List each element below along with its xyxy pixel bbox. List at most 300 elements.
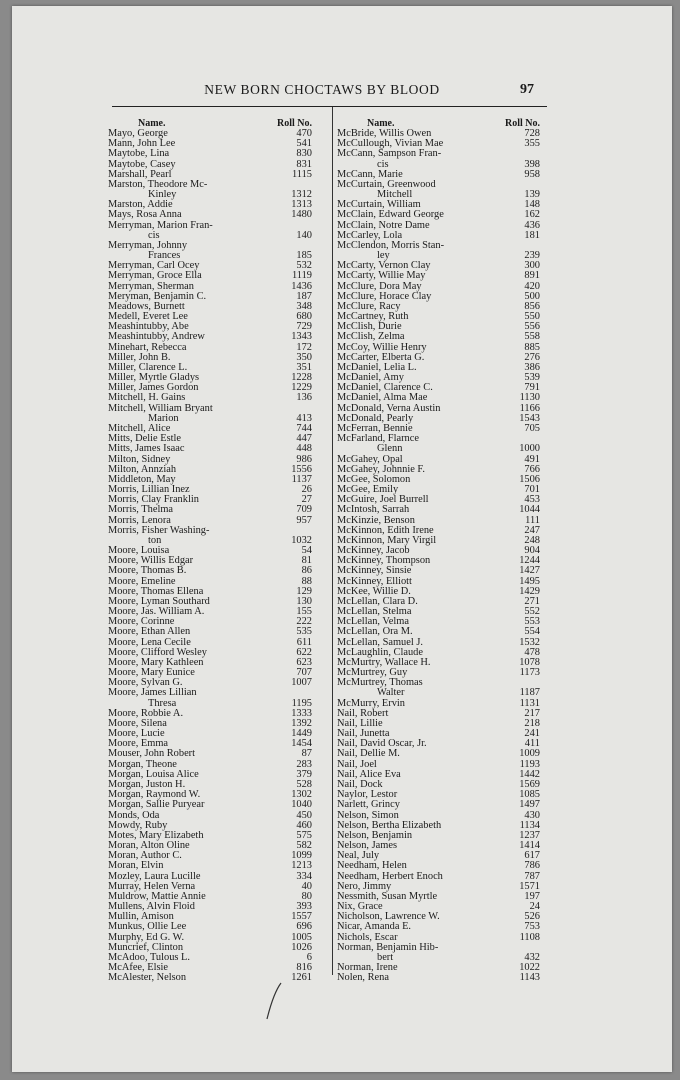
entry-roll-number: 709 bbox=[296, 504, 312, 516]
entry-name: McMurtry, Wallace H. bbox=[337, 656, 431, 668]
entry-name: McLellan, Ora M. bbox=[337, 626, 413, 638]
entry-roll-number: 430 bbox=[524, 809, 540, 821]
entry-name: Needham, Helen bbox=[337, 860, 407, 872]
entry-name: McKinney, Jacob bbox=[337, 545, 410, 557]
entry-name: McCarty, Willie May bbox=[337, 270, 426, 282]
entry-name: McCurtain, Greenwood bbox=[337, 178, 436, 190]
entry-roll-number: 553 bbox=[524, 616, 540, 628]
entry-roll-number: 398 bbox=[524, 158, 540, 170]
entry-name: Moore, Mary Kathleen bbox=[108, 656, 204, 668]
entry-roll-number: 816 bbox=[296, 962, 312, 974]
entry-row bbox=[108, 241, 312, 251]
entry-name: Nero, Jimmy bbox=[337, 880, 392, 892]
entry-name: McGee, Emily bbox=[337, 484, 399, 496]
entry-roll-number: 1173 bbox=[519, 667, 540, 679]
entry-roll-number: 447 bbox=[296, 433, 312, 445]
entry-roll-number: 6 bbox=[306, 951, 312, 963]
entry-roll-number: 1007 bbox=[291, 677, 312, 689]
entry-name: Moore, Emma bbox=[108, 738, 169, 750]
entry-roll-number: 351 bbox=[296, 361, 312, 373]
entry-row bbox=[337, 678, 540, 688]
entry-name: Moore, Louisa bbox=[108, 545, 170, 557]
entry-name: Moore, Emeline bbox=[108, 575, 176, 587]
entry-roll-number: 355 bbox=[524, 138, 540, 150]
entry-name: Nail, David Oscar, Jr. bbox=[337, 738, 427, 750]
entry-name: Nail, Alice Eva bbox=[337, 768, 401, 780]
entry-row bbox=[108, 444, 312, 454]
entry-name: Needham, Herbert Enoch bbox=[337, 870, 443, 882]
entry-roll-number: 1229 bbox=[291, 382, 312, 394]
entry-name: McIntosh, Sarrah bbox=[337, 504, 410, 516]
entry-name: Mitchell, H. Gains bbox=[108, 392, 186, 404]
entry-name: Moore, Jas. William A. bbox=[108, 606, 205, 618]
entry-name: Maytobe, Casey bbox=[108, 158, 176, 170]
entry-roll-number: 136 bbox=[296, 392, 312, 404]
entry-name: Mann, John Lee bbox=[108, 138, 176, 150]
entry-row bbox=[108, 180, 312, 190]
entry-name: Maytobe, Lina bbox=[108, 148, 170, 160]
entry-roll-number: 1313 bbox=[291, 199, 312, 211]
entry-roll-number: 1495 bbox=[519, 575, 540, 587]
entry-name: Moran, Elvin bbox=[108, 860, 164, 872]
entry-roll-number: 1195 bbox=[291, 697, 312, 709]
entry-name: Miller, Clarence L. bbox=[108, 361, 188, 373]
name-header: Name. bbox=[138, 118, 166, 129]
entry-name: Mitts, Delie Estle bbox=[108, 433, 182, 445]
page-number: 97 bbox=[520, 82, 534, 97]
entry-name: McBride, Willis Owen bbox=[337, 128, 432, 139]
entry-name: McCarter, Elberta G. bbox=[337, 351, 425, 363]
entry-roll-number: 1193 bbox=[519, 758, 540, 770]
entry-name: Moore, Willis Edgar bbox=[108, 555, 194, 567]
entry-roll-number: 1557 bbox=[291, 911, 312, 923]
entry-name: McFerran, Bennie bbox=[337, 422, 413, 434]
entry-name: McCarty, Vernon Clay bbox=[337, 260, 431, 272]
entry-name: Merryman, Johnny bbox=[108, 239, 188, 251]
entry-name: Meashintubby, Andrew bbox=[108, 331, 205, 343]
entry-roll-number: 1442 bbox=[519, 768, 540, 780]
entry-roll-number: 1099 bbox=[291, 850, 312, 862]
entry-name: McClure, Racy bbox=[337, 300, 401, 312]
entry-roll-number: 856 bbox=[524, 300, 540, 312]
entry-name: Moore, Robbie A. bbox=[108, 707, 184, 719]
entry-name: Morgan, Raymond W. bbox=[108, 789, 201, 801]
entry-roll-number: 550 bbox=[524, 311, 540, 323]
entry-row bbox=[337, 241, 540, 251]
entry-roll-number: 744 bbox=[296, 422, 312, 434]
entry-roll-number: 1436 bbox=[291, 280, 312, 292]
entry-roll-number: 420 bbox=[524, 280, 540, 292]
entry-name: Norman, Benjamin Hib- bbox=[337, 941, 439, 953]
entry-roll-number: 1429 bbox=[519, 585, 540, 597]
entry-name: Nelson, James bbox=[337, 840, 398, 852]
entry-name: Nelson, Simon bbox=[337, 809, 399, 821]
entry-name: Merryman, Groce Ella bbox=[108, 270, 202, 282]
entry-name: Marston, Addie bbox=[108, 199, 173, 211]
right-column bbox=[337, 118, 540, 983]
entry-name: McLellan, Velma bbox=[337, 616, 409, 628]
entry-roll-number: 1532 bbox=[519, 636, 540, 648]
entry-row bbox=[337, 800, 540, 810]
entry-row bbox=[108, 149, 312, 159]
entry-roll-number: 1392 bbox=[291, 717, 312, 729]
entry-name: McMurtrey, Guy bbox=[337, 667, 408, 679]
entry-row bbox=[337, 180, 540, 190]
entry-name: Merryman, Carl Ocey bbox=[108, 260, 200, 272]
entry-row bbox=[337, 943, 540, 953]
entry-name: Nelson, Benjamin bbox=[337, 829, 413, 841]
entry-name: Morgan, Louisa Alice bbox=[108, 768, 199, 780]
entry-roll-number: 350 bbox=[296, 351, 312, 363]
entry-name: Miller, Myrtle Gladys bbox=[108, 372, 200, 384]
entry-roll-number: 27 bbox=[301, 494, 312, 506]
entry-row bbox=[108, 404, 312, 414]
entry-name: Milton, Sidney bbox=[108, 453, 171, 465]
entry-name: Mitchell, William Bryant bbox=[108, 402, 213, 414]
entry-roll-number: 696 bbox=[296, 921, 312, 933]
entry-name: McClish, Zelma bbox=[337, 331, 405, 343]
entry-name: Morgan, Sallie Puryear bbox=[108, 799, 205, 811]
entry-roll-number: 334 bbox=[296, 870, 312, 882]
entry-roll-number: 885 bbox=[524, 341, 540, 353]
entry-name: McMurry, Ervin bbox=[337, 697, 406, 709]
entry-roll-number: 786 bbox=[524, 860, 540, 872]
entry-name: McKinzie, Benson bbox=[337, 514, 415, 526]
entry-name: Nicar, Amanda E. bbox=[337, 921, 412, 933]
entry-name: Moore, Thomas Ellena bbox=[108, 585, 204, 597]
entry-name: McGahey, Johnnie F. bbox=[337, 463, 425, 475]
entry-roll-number: 1244 bbox=[519, 555, 540, 567]
entry-name: Neal, July bbox=[337, 850, 380, 862]
entry-roll-number: 575 bbox=[296, 829, 312, 841]
entry-row bbox=[337, 444, 540, 454]
entry-roll-number: 379 bbox=[296, 768, 312, 780]
entry-row bbox=[108, 688, 312, 698]
entry-roll-number: 283 bbox=[296, 758, 312, 770]
entry-name: Marshall, Pearl bbox=[108, 168, 172, 180]
entry-name: McDaniel, Amy bbox=[337, 372, 404, 384]
entry-roll-number: 528 bbox=[296, 779, 312, 790]
entry-name: Merryman, Sherman bbox=[108, 280, 194, 292]
roll-header: Roll No. bbox=[277, 118, 312, 129]
entry-roll-number: 1078 bbox=[519, 656, 540, 668]
entry-name: McGee, Solomon bbox=[337, 473, 411, 485]
entry-name: Mullens, Alvin Floid bbox=[108, 901, 195, 913]
entry-name: McKinnon, Mary Virgil bbox=[337, 534, 437, 546]
entry-roll-number: 554 bbox=[524, 626, 540, 638]
entry-roll-number: 1333 bbox=[291, 707, 312, 719]
entry-roll-number: 623 bbox=[296, 656, 312, 668]
entry-name: Nail, Joel bbox=[337, 758, 377, 770]
entry-roll-number: 248 bbox=[524, 534, 540, 546]
entry-name: McKinney, Sinsie bbox=[337, 565, 412, 577]
entry-roll-number: 541 bbox=[296, 138, 312, 150]
entry-name: ton bbox=[148, 534, 162, 546]
entry-roll-number: 276 bbox=[524, 351, 540, 363]
entry-roll-number: 1480 bbox=[291, 209, 312, 221]
running-title: NEW BORN CHOCTAWS BY BLOOD bbox=[204, 82, 440, 97]
entry-name: McCurtain, William bbox=[337, 199, 421, 211]
entry-name: Mayo, George bbox=[108, 128, 168, 139]
entry-roll-number: 729 bbox=[296, 321, 312, 333]
entry-name: McMurtrey, Thomas bbox=[337, 677, 423, 689]
entry-name: Minehart, Rebecca bbox=[108, 341, 187, 353]
entry-name: Thresa bbox=[148, 697, 177, 709]
entry-roll-number: 1571 bbox=[519, 880, 540, 892]
entry-row bbox=[337, 505, 540, 515]
entry-roll-number: 1213 bbox=[291, 860, 312, 872]
entry-roll-number: 81 bbox=[301, 555, 312, 567]
entry-name: Moore, James Lillian bbox=[108, 687, 197, 699]
entry-name: Muncrief, Clinton bbox=[108, 941, 184, 953]
entry-name: McKinney, Thompson bbox=[337, 555, 431, 567]
entry-roll-number: 1506 bbox=[519, 473, 540, 485]
entry-name: McDaniel, Clarence C. bbox=[337, 382, 433, 394]
entry-roll-number: 1130 bbox=[519, 392, 540, 404]
entry-name: Motes, Mary Elizabeth bbox=[108, 829, 204, 841]
entry-roll-number: 478 bbox=[524, 646, 540, 658]
entry-name: Nail, Dock bbox=[337, 779, 383, 790]
entry-name: Mullin, Amison bbox=[108, 911, 174, 923]
entry-roll-number: 172 bbox=[296, 341, 312, 353]
entry-roll-number: 986 bbox=[296, 453, 312, 465]
entry-roll-number: 271 bbox=[524, 595, 540, 607]
entry-name: Norman, Irene bbox=[337, 962, 398, 974]
entry-name: McKinney, Elliott bbox=[337, 575, 412, 587]
entry-name: Muldrow, Mattie Annie bbox=[108, 890, 206, 902]
entry-name: McCann, Sampson Fran- bbox=[337, 148, 442, 160]
entry-name: ley bbox=[377, 250, 390, 262]
entry-roll-number: 130 bbox=[296, 595, 312, 607]
entry-name: Moore, Lucie bbox=[108, 728, 165, 740]
entry-roll-number: 1085 bbox=[519, 789, 540, 801]
entry-name: Mowdy, Ruby bbox=[108, 819, 168, 831]
entry-roll-number: 432 bbox=[524, 951, 540, 963]
entry-roll-number: 1131 bbox=[519, 697, 540, 709]
entry-roll-number: 1569 bbox=[519, 779, 540, 790]
entry-roll-number: 1009 bbox=[519, 748, 540, 760]
entry-roll-number: 526 bbox=[524, 911, 540, 923]
entry-name: cis bbox=[148, 229, 160, 241]
entry-name: Middleton, May bbox=[108, 473, 176, 485]
entry-roll-number: 300 bbox=[524, 260, 540, 272]
entry-name: Medell, Everet Lee bbox=[108, 311, 188, 323]
entry-name: Moran, Author C. bbox=[108, 850, 182, 862]
entry-roll-number: 40 bbox=[301, 880, 312, 892]
entry-name: Morris, Clay Franklin bbox=[108, 494, 199, 506]
entry-roll-number: 86 bbox=[301, 565, 312, 577]
entry-roll-number: 558 bbox=[524, 331, 540, 343]
entry-roll-number: 532 bbox=[296, 260, 312, 272]
entry-roll-number: 1556 bbox=[291, 463, 312, 475]
entry-roll-number: 185 bbox=[296, 250, 312, 262]
entry-name: Milton, Annziah bbox=[108, 463, 177, 475]
entry-name: Moore, Silena bbox=[108, 717, 167, 729]
entry-roll-number: 958 bbox=[524, 168, 540, 180]
entry-roll-number: 1228 bbox=[291, 372, 312, 384]
entry-row bbox=[337, 973, 540, 983]
entry-roll-number: 766 bbox=[524, 463, 540, 475]
entry-name: Nichols, Escar bbox=[337, 931, 398, 943]
entry-name: McAfee, Elsie bbox=[108, 962, 169, 974]
entry-name: Morris, Thelma bbox=[108, 504, 174, 516]
entry-name: McClain, Notre Dame bbox=[337, 219, 430, 231]
entry-roll-number: 680 bbox=[296, 311, 312, 323]
entry-roll-number: 1414 bbox=[519, 840, 540, 852]
entry-name: Nolen, Rena bbox=[337, 972, 389, 984]
left-column bbox=[108, 118, 312, 983]
entry-name: Naylor, Lestor bbox=[337, 789, 398, 801]
entry-name: Murray, Helen Verna bbox=[108, 880, 196, 892]
entry-roll-number: 1312 bbox=[291, 189, 312, 201]
entry-name: Nail, Dellie M. bbox=[337, 748, 400, 760]
entry-name: Morris, Lillian Inez bbox=[108, 484, 190, 496]
entry-roll-number: 1137 bbox=[291, 473, 312, 485]
entry-roll-number: 1005 bbox=[291, 931, 312, 943]
entry-name: McCoy, Willie Henry bbox=[337, 341, 427, 353]
entry-name: McGahey, Opal bbox=[337, 453, 403, 465]
entry-roll-number: 88 bbox=[301, 575, 312, 587]
entry-name: Morgan, Theone bbox=[108, 758, 177, 770]
entry-name: Mozley, Laura Lucille bbox=[108, 870, 201, 882]
entry-roll-number: 552 bbox=[524, 606, 540, 618]
entry-name: McDaniel, Alma Mae bbox=[337, 392, 428, 404]
entry-name: Nix, Grace bbox=[337, 901, 383, 913]
entry-roll-number: 957 bbox=[296, 514, 312, 526]
entry-roll-number: 470 bbox=[296, 128, 312, 139]
entry-roll-number: 1497 bbox=[519, 799, 540, 811]
entry-roll-number: 904 bbox=[524, 545, 540, 557]
entry-roll-number: 1187 bbox=[519, 687, 540, 699]
pen-mark bbox=[255, 981, 283, 1021]
entry-name: McLaughlin, Claude bbox=[337, 646, 423, 658]
entry-name: Frances bbox=[148, 250, 181, 262]
entry-roll-number: 155 bbox=[296, 606, 312, 618]
entry-roll-number: 622 bbox=[296, 646, 312, 658]
entry-roll-number: 1302 bbox=[291, 789, 312, 801]
entry-roll-number: 1044 bbox=[519, 504, 540, 516]
entry-name: McKinnon, Edith Irene bbox=[337, 524, 434, 536]
entry-name: McCann, Marie bbox=[337, 168, 403, 180]
entry-roll-number: 148 bbox=[524, 199, 540, 211]
entry-name: Marion bbox=[148, 412, 179, 424]
entry-roll-number: 450 bbox=[296, 809, 312, 821]
entry-name: Moore, Mary Eunice bbox=[108, 667, 195, 679]
entry-name: Nail, Lillie bbox=[337, 717, 383, 729]
entry-roll-number: 1108 bbox=[519, 931, 540, 943]
entry-roll-number: 26 bbox=[301, 484, 312, 496]
entry-roll-number: 1032 bbox=[291, 534, 312, 546]
entry-name: Nail, Robert bbox=[337, 707, 389, 719]
entry-roll-number: 1166 bbox=[519, 402, 540, 414]
entry-roll-number: 348 bbox=[296, 300, 312, 312]
entry-roll-number: 181 bbox=[524, 229, 540, 241]
entry-roll-number: 24 bbox=[529, 901, 540, 913]
entry-name: Moore, Sylvan G. bbox=[108, 677, 183, 689]
entry-roll-number: 162 bbox=[524, 209, 540, 221]
entry-name: McGuire, Joel Burrell bbox=[337, 494, 429, 506]
entry-name: McKee, Willie D. bbox=[337, 585, 411, 597]
entry-roll-number: 411 bbox=[524, 738, 540, 750]
entry-roll-number: 582 bbox=[296, 840, 312, 852]
entry-name: Mouser, John Robert bbox=[108, 748, 196, 760]
entry-row bbox=[337, 149, 540, 159]
entry-row bbox=[337, 434, 540, 444]
entry-roll-number: 1427 bbox=[519, 565, 540, 577]
entry-roll-number: 413 bbox=[296, 412, 312, 424]
entry-roll-number: 611 bbox=[296, 636, 312, 648]
entry-roll-number: 539 bbox=[524, 372, 540, 384]
entry-name: Murphy, Ed G. W. bbox=[108, 931, 185, 943]
entry-roll-number: 54 bbox=[301, 545, 312, 557]
entry-name: Walter bbox=[377, 687, 405, 699]
header-rule bbox=[112, 106, 547, 107]
entry-name: Mitchell bbox=[377, 189, 413, 201]
entry-name: Mitts, James Isaac bbox=[108, 443, 185, 455]
entry-name: McClure, Horace Clay bbox=[337, 290, 432, 302]
entry-name: McDonald, Pearly bbox=[337, 412, 414, 424]
entry-name: Monds, Oda bbox=[108, 809, 160, 821]
entry-name: Meryman, Benjamin C. bbox=[108, 290, 207, 302]
entry-roll-number: 218 bbox=[524, 717, 540, 729]
entry-name: McClendon, Morris Stan- bbox=[337, 239, 445, 251]
entry-roll-number: 1543 bbox=[519, 412, 540, 424]
entry-roll-number: 453 bbox=[524, 494, 540, 506]
entry-name: McCarley, Lola bbox=[337, 229, 403, 241]
entry-name: Munkus, Ollie Lee bbox=[108, 921, 187, 933]
entry-roll-number: 1115 bbox=[291, 168, 312, 180]
entry-name: McDonald, Verna Austin bbox=[337, 402, 441, 414]
entry-roll-number: 701 bbox=[524, 484, 540, 496]
entry-roll-number: 386 bbox=[524, 361, 540, 373]
roll-header: Roll No. bbox=[505, 118, 540, 129]
entry-name: Glenn bbox=[377, 443, 403, 455]
entry-name: Morgan, Juston H. bbox=[108, 779, 186, 790]
entry-roll-number: 222 bbox=[296, 616, 312, 628]
entry-roll-number: 1000 bbox=[519, 443, 540, 455]
entry-name: Mitchell, Alice bbox=[108, 422, 171, 434]
entry-name: Mays, Rosa Anna bbox=[108, 209, 182, 221]
entry-name: Moran, Alton Oline bbox=[108, 840, 190, 852]
entry-roll-number: 139 bbox=[524, 189, 540, 201]
entry-roll-number: 705 bbox=[524, 422, 540, 434]
page-header bbox=[12, 82, 672, 102]
entry-name: Nessmith, Susan Myrtle bbox=[337, 890, 438, 902]
entry-roll-number: 1119 bbox=[291, 270, 312, 282]
entry-name: Narlett, Grincy bbox=[337, 799, 400, 811]
entry-row bbox=[108, 800, 312, 810]
entry-roll-number: 728 bbox=[524, 128, 540, 139]
entry-name: Morris, Lenora bbox=[108, 514, 171, 526]
entry-roll-number: 129 bbox=[296, 585, 312, 597]
entry-roll-number: 1343 bbox=[291, 331, 312, 343]
entry-name: Moore, Corinne bbox=[108, 616, 175, 628]
entry-name: McCartney, Ruth bbox=[337, 311, 409, 323]
entry-name: McDaniel, Lelia L. bbox=[337, 361, 417, 373]
entry-name: McLellan, Stelma bbox=[337, 606, 412, 618]
entry-name: Meadows, Burnett bbox=[108, 300, 185, 312]
entry-roll-number: 617 bbox=[524, 850, 540, 862]
entry-roll-number: 247 bbox=[524, 524, 540, 536]
entry-name: McClish, Durie bbox=[337, 321, 402, 333]
entry-row bbox=[108, 526, 312, 536]
entry-name: McFarland, Flarnce bbox=[337, 433, 419, 445]
entry-name: McLellan, Samuel J. bbox=[337, 636, 423, 648]
entry-roll-number: 753 bbox=[524, 921, 540, 933]
entry-roll-number: 1040 bbox=[291, 799, 312, 811]
entry-roll-number: 1261 bbox=[291, 972, 312, 984]
entry-roll-number: 448 bbox=[296, 443, 312, 455]
